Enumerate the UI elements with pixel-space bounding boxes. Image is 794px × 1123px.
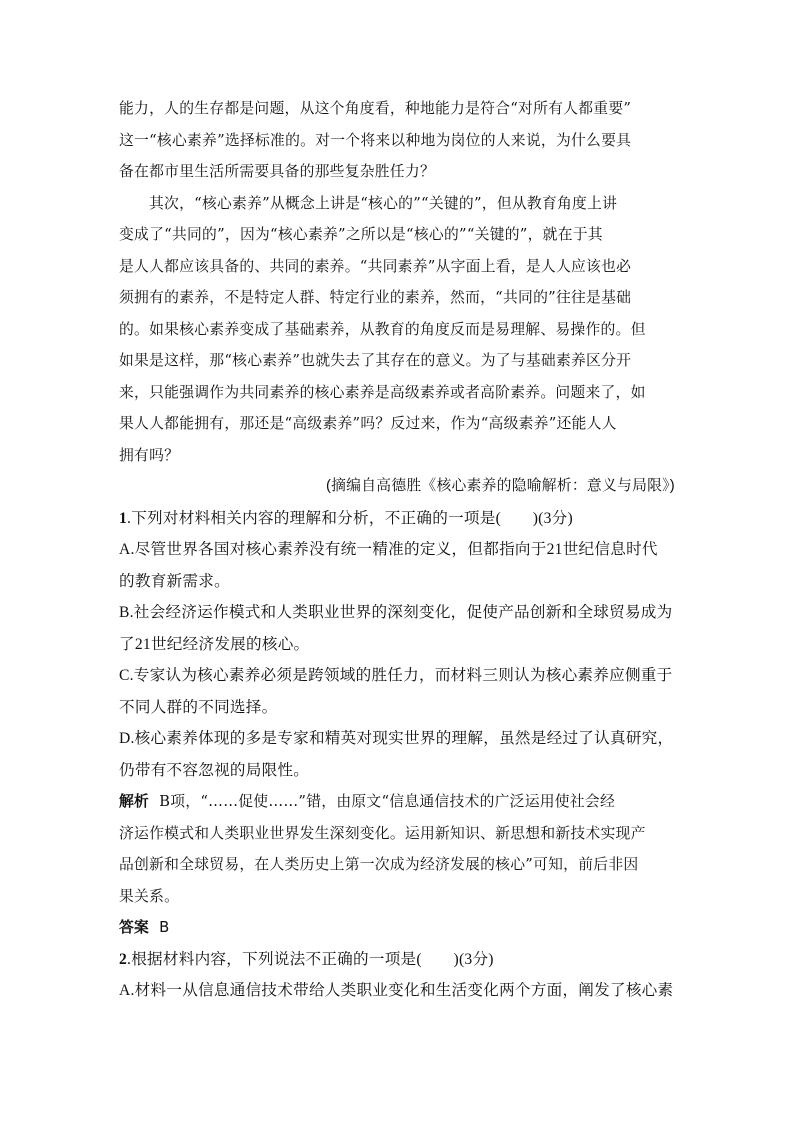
passage-line: 是人人都应该具备的、共同的素养。“共同素养”从字面上看，是人人应该也必 [119,257,632,275]
passage-line: 如果是这样，那“核心素养”也就失去了其存在的意义。为了与基础素养区分开 [119,352,632,369]
question-1-option-d: D.核心素养体现的多是专家和精英对现实世界的理解，虽然是经过了认真研究， [119,730,674,747]
passage-line: 须拥有的素养，不是特定人群、特定行业的素养，然而，“共同的”往往是基础 [119,289,632,306]
passage-line: 备在都市里生活所需要具备的那些复杂胜任力？ [119,163,435,180]
analysis-line: 果关系。 [119,887,180,905]
question-1-option-c-cont: 不同人群的不同选择。 [119,698,278,716]
analysis-text: B项，“……促使……”错，由原文“信息通信技术的广泛运用使社会经 [159,793,615,810]
question-2-stem [119,944,677,976]
question-1-number: 1 [119,509,128,527]
question-1-text: .下列对材料相关内容的理解和分析，不正确的一项是( )(3分) [127,509,573,527]
passage-line: 来，只能强调作为共同素养的核心素养是高级素养或者高阶素养。问题来了，如 [119,383,646,401]
analysis-line [119,786,677,818]
question-1-option-a-cont: 的教育新需求。 [119,572,230,590]
analysis-line: 品创新和全球贸易，在人类历史上第一次成为经济发展的核心”可知，前后非因 [119,856,639,873]
question-2-text: .根据材料内容，下列说法不正确的一项是( )(3分) [127,950,494,968]
analysis-line: 济运作模式和人类职业世界发生深刻变化。运用新知识、新思想和新技术实现产 [119,824,646,842]
question-1-option-a: A.尽管世界各国对核心素养没有统一精准的定义，但都指向于21世纪信息时代 [119,541,658,558]
answer-line [119,912,677,944]
question-1-stem [119,503,677,535]
passage-line: 的。如果核心素养变成了基础素养，从教育的角度反而是易理解、易操作的。但 [119,320,646,338]
passage-line: 变成了“共同的”，因为“核心素养”之所以是“核心的”“关键的”，就在于其 [119,226,603,243]
passage-source: (摘编自高德胜《核心素养的隐喻解析：意义与局限》) [325,478,675,494]
passage-line: 拥有吗？ [119,446,180,464]
passage-line: 这一“核心素养”选择标准的。对一个将来以种地为岗位的人来说，为什么要具 [119,131,632,149]
question-2-number: 2 [119,950,128,968]
passage-line: 其次，“核心素养”从概念上讲是“核心的”“关键的”，但从教育角度上讲 [149,194,618,212]
question-2-option-a: A.材料一从信息通信技术带给人类职业变化和生活变化两个方面，阐发了核心素 [119,982,674,999]
question-1-option-b: B.社会经济运作模式和人类职业世界的深刻变化，促使产品创新和全球贸易成为 [119,604,673,621]
answer-label: 答案 [119,919,150,936]
question-1-option-d-cont: 仍带有不容忽视的局限性。 [119,761,310,779]
answer-value: B [159,919,170,936]
question-1-option-b-cont: 了21世纪经济发展的核心。 [119,635,310,653]
analysis-label: 解析 [119,793,150,810]
question-1-option-c: C.专家认为核心素养必须是跨领域的胜任力，而材料三则认为核心素养应侧重于 [119,667,673,684]
passage-line: 果人人都能拥有，那还是“高级素养”吗？反过来，作为“高级素养”还能人人 [119,415,617,432]
passage-line: 能力，人的生存都是问题，从这个角度看，种地能力是符合“对所有人都重要” [119,100,632,117]
page-content [119,93,677,1007]
